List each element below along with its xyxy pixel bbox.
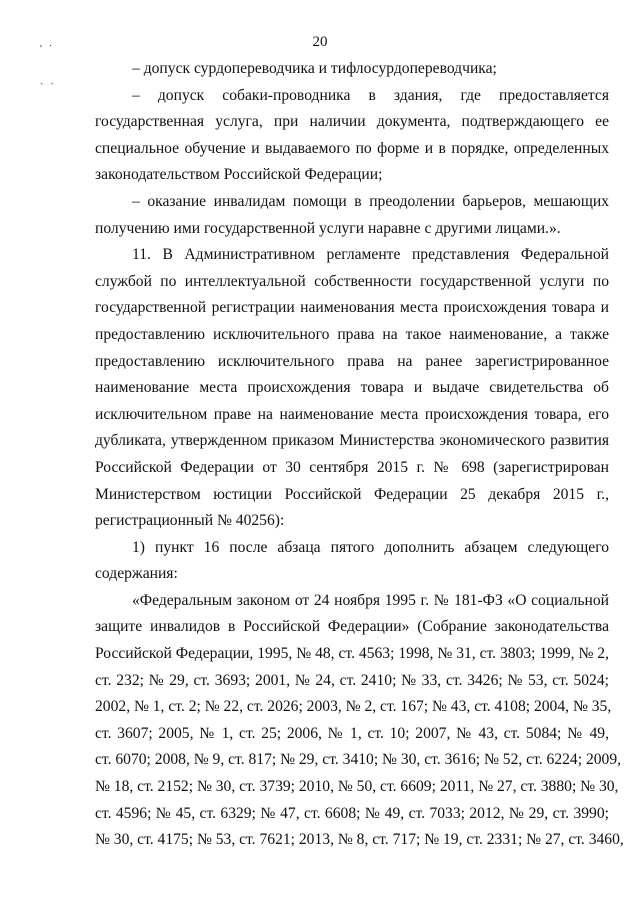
text-line: исключительном праве на наименование места происхождения товара, его (95, 405, 609, 423)
text-line: – допуск сурдопереводчика и тифлосурдопереводчика; (132, 60, 497, 77)
text-line: государственной регистрации наименования места происхождения товара и (95, 299, 609, 317)
text-line: предоставлению исключительного права на такое наименование, а также (95, 325, 609, 343)
text-line: дубликата, утвержденном приказом Министерства экономического развития (95, 432, 609, 450)
paragraph (95, 535, 609, 588)
text-line: – оказание инвалидам помощи в преодолении барьеров, мешающих (132, 192, 609, 210)
paragraph (95, 189, 609, 242)
text-line: специальное обучение и выдаваемого по форме и в порядке, определенных (95, 139, 609, 157)
text-line: ст. 6070; 2008, № 9, ст. 817; № 29, ст. 3410; № 30, ст. 3616; № 52, ст. 6224; 2009, (95, 751, 622, 769)
text-line: предоставлению исключительного права на ранее зарегистрированное (95, 352, 609, 370)
margin-mark: ' ˙ (40, 43, 55, 55)
text-line: – допуск собаки-проводника в здания, где предоставляется (132, 86, 609, 104)
text-line: Российской Федерации, 1995, № 48, ст. 4563; 1998, № 31, ст. 3803; 1999, № 2, (95, 645, 609, 663)
text-line: государственная услуга, при наличии документа, подтверждающего ее (95, 113, 609, 131)
text-line: содержания: (95, 565, 178, 583)
paragraph (95, 588, 624, 854)
text-line: 1) пункт 16 после абзаца пятого дополнить абзацем следующего (132, 538, 609, 556)
text-line: 2002, № 1, ст. 2; № 22, ст. 2026; 2003, № 2, ст. 167; № 43, ст. 4108; 2004, № 35, (95, 698, 612, 716)
text-line: наименование места происхождения товара и выдаче свидетельства об (95, 379, 609, 397)
text-line: ст. 232; № 29, ст. 3693; 2001, № 24, ст. 2410; № 33, ст. 3426; № 53, ст. 5024; (95, 671, 609, 689)
paragraph (95, 242, 609, 535)
text-line: регистрационный № 40256): (95, 512, 285, 530)
paragraph (95, 56, 609, 83)
text-line: № 18, ст. 2152; № 30, ст. 3739; 2010, № 50, ст. 6609; 2011, № 27, ст. 3880; № 30, (95, 778, 619, 796)
text-line: службой по интеллектуальной собственности государственной услуги по (95, 272, 609, 290)
margin-mark: ˏ ˎ (40, 73, 57, 85)
text-line: ст. 4596; № 45, ст. 6329; № 47, ст. 6608; № 49, ст. 7033; 2012, № 29, ст. 3990; (95, 804, 609, 822)
text-line: Министерством юстиции Российской Федерации 25 декабря 2015 г., (95, 485, 609, 503)
document-body (95, 56, 624, 854)
text-line: получению ими государственной услуги наравне с другими лицами.». (95, 219, 561, 237)
paragraph (95, 83, 609, 189)
text-line: ст. 3607; 2005, № 1, ст. 25; 2006, № 1, ст. 10; 2007, № 43, ст. 5084; № 49, (95, 724, 609, 742)
text-line: «Федеральным законом от 24 ноября 1995 г. № 181-ФЗ «О социальной (132, 591, 609, 609)
text-line: 11. В Административном регламенте представления Федеральной (132, 246, 609, 264)
text-line: законодательством Российской Федерации; (95, 166, 383, 184)
text-line: защите инвалидов в Российской Федерации» (Собрание законодательства (95, 618, 609, 636)
page-number: 20 (312, 34, 328, 50)
margin-marks (40, 34, 56, 94)
text-line: Российской Федерации от 30 сентября 2015 г. № 698 (зарегистрирован (95, 458, 609, 476)
text-line: № 30, ст. 4175; № 53, ст. 7621; 2013, № 8, ст. 717; № 19, ст. 2331; № 27, ст. 3460, (95, 831, 624, 849)
